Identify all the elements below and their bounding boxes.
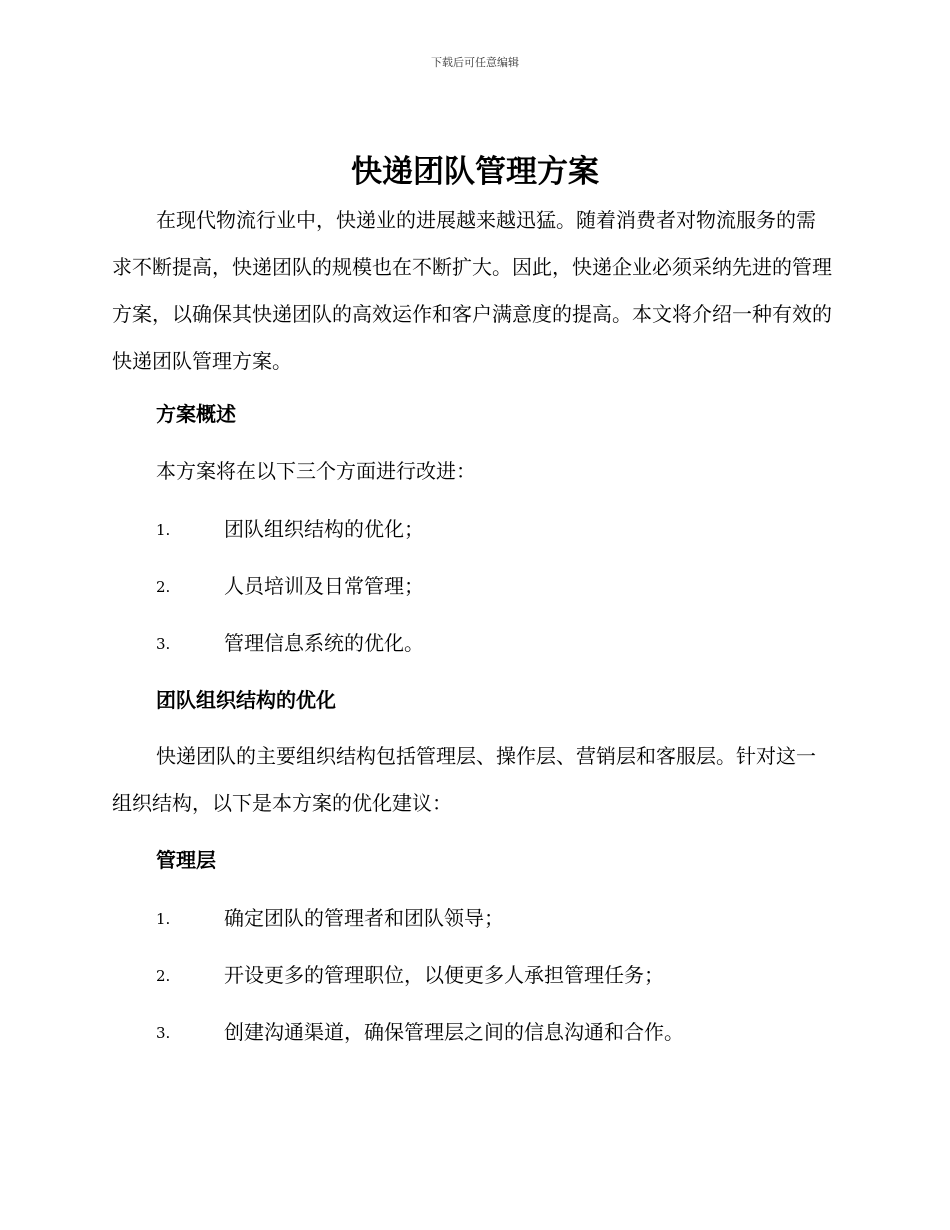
list-item <box>156 571 836 601</box>
management-heading: 管理层 <box>156 848 216 872</box>
list-text: 管理信息系统的优化。 <box>224 631 424 655</box>
list-number: 3. <box>156 635 171 653</box>
list-item <box>156 903 836 933</box>
overview-heading: 方案概述 <box>156 402 236 426</box>
page-header-note: 下载后可任意编辑 <box>431 56 519 69</box>
list-number: 2. <box>156 578 171 596</box>
list-item <box>156 514 836 544</box>
list-text: 团队组织结构的优化； <box>224 517 424 541</box>
structure-heading: 团队组织结构的优化 <box>156 688 336 712</box>
list-text: 创建沟通渠道，确保管理层之间的信息沟通和合作。 <box>224 1020 684 1044</box>
list-item <box>156 1017 836 1047</box>
document-title: 快递团队管理方案 <box>351 154 599 190</box>
list-number: 1. <box>156 910 171 928</box>
list-number: 3. <box>156 1024 171 1042</box>
list-text: 确定团队的管理者和团队领导； <box>224 906 504 930</box>
list-item <box>156 628 836 658</box>
structure-paragraph: 快递团队的主要组织结构包括管理层、操作层、营销层和客服层。针对这一组织结构，以下是本方案的优化建议： <box>112 744 816 815</box>
list-item <box>156 960 836 990</box>
list-text: 人员培训及日常管理； <box>224 574 424 598</box>
overview-lead: 本方案将在以下三个方面进行改进： <box>156 459 476 483</box>
list-text: 开设更多的管理职位，以便更多人承担管理任务； <box>224 963 664 987</box>
list-number: 1. <box>156 521 171 539</box>
intro-paragraph: 在现代物流行业中，快递业的进展越来越迅猛。随着消费者对物流服务的需求不断提高，快递团队的规模也在不断扩大。因此，快递企业必须采纳先进的管理方案，以确保其快递团队的高效运作和客户满意度的提高。本文将介绍一种有效的快递团队管理方案。 <box>112 208 832 373</box>
list-number: 2. <box>156 967 171 985</box>
